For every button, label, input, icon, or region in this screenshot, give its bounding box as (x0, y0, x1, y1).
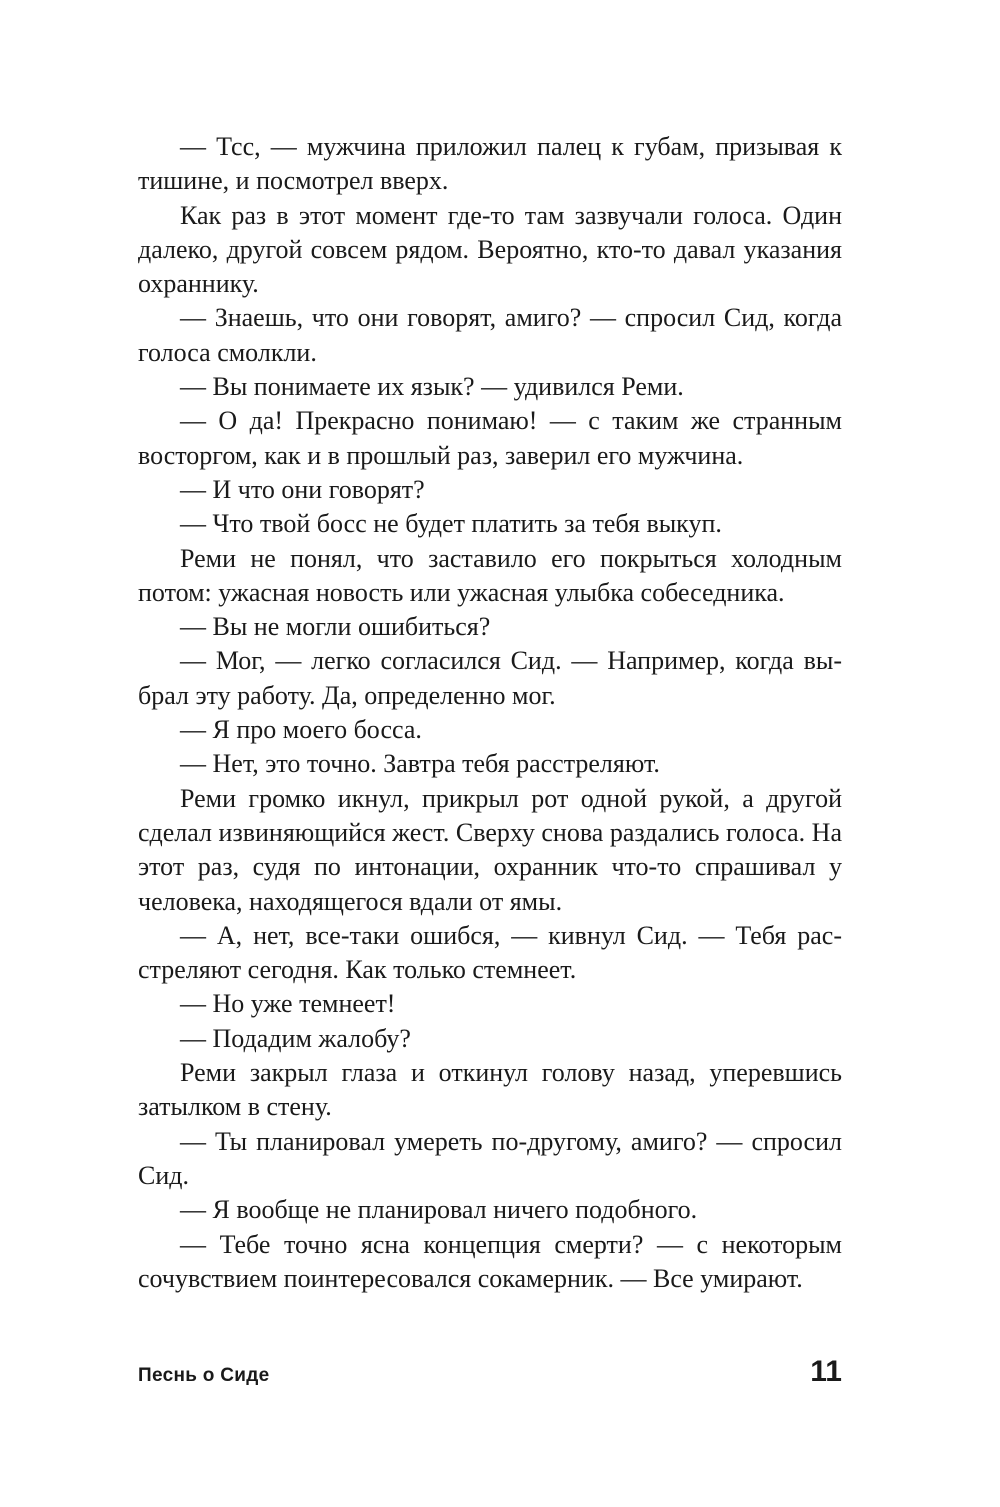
paragraph: — Тсс, — мужчина приложил палец к губам, призывая к тишине, и посмотрел вверх. (138, 132, 842, 196)
paragraph: Реми громко икнул, прикрыл рот одной рукой, а другой сделал извиняющийся жест. Сверху снова раздались голоса. На этот раз, судя по интонации, охранник что-то спрашивал у человека, находящегося вдали от ямы. (138, 783, 842, 916)
body-text (138, 130, 842, 1296)
paragraph: — Ты планировал умереть по-другому, амиго? — спросил Сид. (138, 1126, 842, 1190)
paragraph: — Но уже темнеет! (180, 989, 396, 1019)
page-footer (138, 1355, 842, 1395)
paragraph: — О да! Прекрасно понимаю! — с таким же странным восторгом, как и в прошлый раз, заверил его мужчина. (138, 406, 842, 470)
paragraph: — Вы понимаете их язык? — удивился Реми. (180, 372, 684, 402)
paragraph: — И что они говорят? (180, 474, 425, 504)
paragraph: — Знаешь, что они говорят, амиго? — спросил Сид, когда голоса смолкли. (138, 303, 842, 367)
paragraph: — Я про моего босса. (180, 715, 422, 745)
paragraph: — Я вообще не планировал ничего подобного. (180, 1195, 698, 1225)
page-number: 11 (810, 1355, 842, 1388)
paragraph: — Вы не могли ошибиться? (180, 612, 491, 642)
paragraph: — Тебе точно ясна концепция смерти? — с некоторым сочувствием поинтересовался сокамерник. — Все умирают. (138, 1229, 842, 1293)
paragraph: Как раз в этот момент где-то там зазвучали голоса. Один далеко, другой совсем рядом. Вероятно, кто-то давал указания охраннику. (138, 200, 842, 299)
paragraph: — Мог, — легко согласился Сид. — Например, когда выбрал эту работу. Да, определенно мог. (138, 646, 842, 710)
paragraph: Реми не понял, что заставило его покрыться холодным потом: ужасная новость или ужасная улыбка собеседника. (138, 543, 842, 607)
paragraph: Реми закрыл глаза и откинул голову назад, уперевшись затылком в стену. (138, 1058, 842, 1122)
paragraph: — Подадим жалобу? (180, 1023, 411, 1053)
running-title: Песнь о Сиде (138, 1365, 270, 1386)
paragraph: — А, нет, все-таки ошибся, — кивнул Сид. — Тебя расстреляют сегодня. Как только стемнеет. (138, 920, 842, 985)
paragraph: — Что твой босс не будет платить за тебя выкуп. (180, 509, 722, 539)
paragraph: — Нет, это точно. Завтра тебя расстреляют. (180, 749, 660, 779)
